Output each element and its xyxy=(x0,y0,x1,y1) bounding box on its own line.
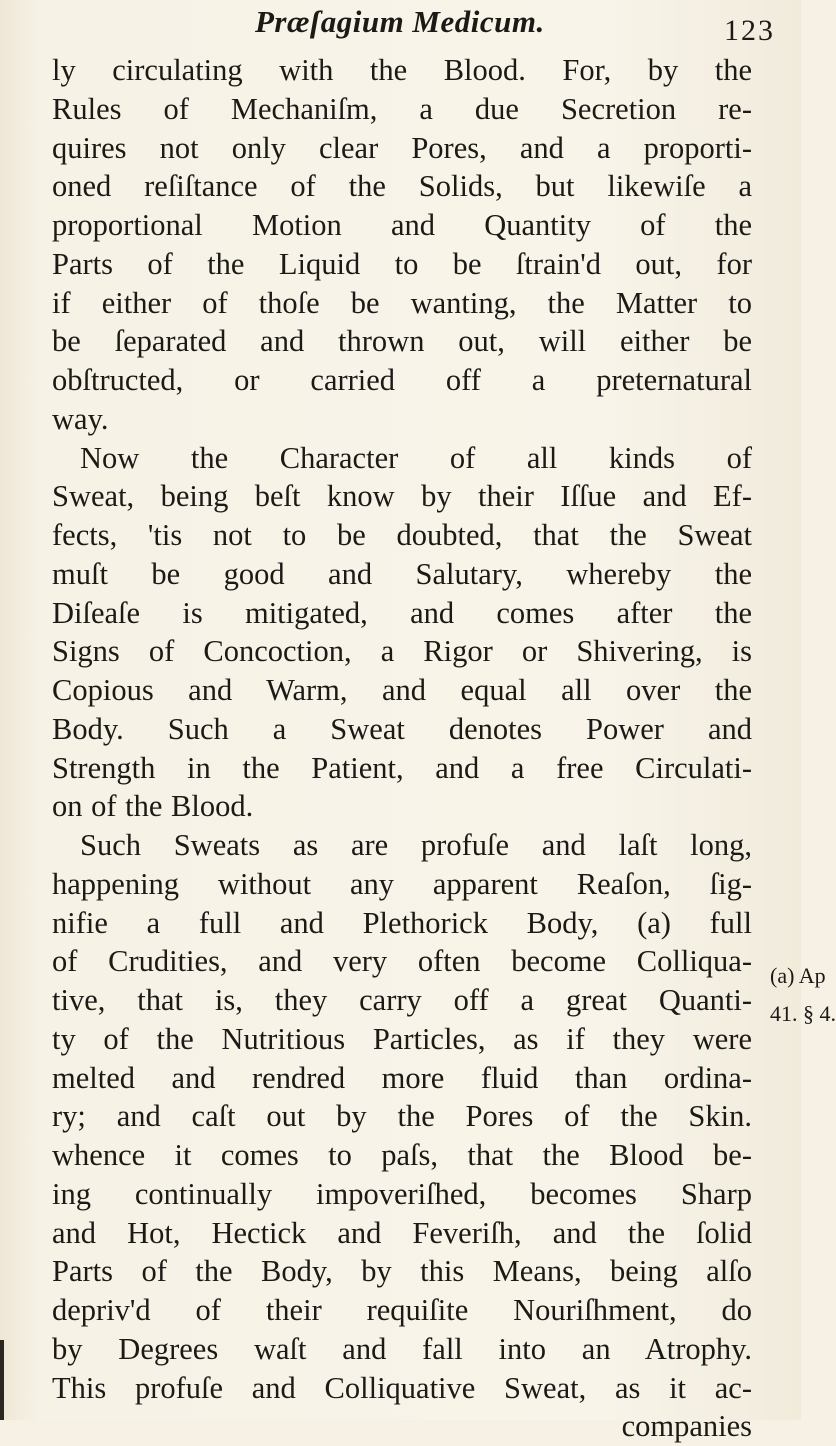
text-line: by Degrees waſt and fall into an Atrophy. xyxy=(52,1331,752,1366)
margin-note-citation: 41. § 4. xyxy=(770,1001,836,1026)
text-line: Body. Such a Sweat denotes Power and xyxy=(52,711,752,746)
text-line: happening without any apparent Reaſon, ſig- xyxy=(52,866,752,901)
text-line: Parts of the Body, by this Means, being alſo xyxy=(52,1254,752,1289)
catchword: companies xyxy=(621,1409,752,1444)
text-line: whence it comes to paſs, that the Blood be- xyxy=(52,1138,752,1172)
text-line: Copious and Warm, and equal all over the xyxy=(52,673,752,707)
text-line: fects, 'tis not to be doubted, that the Sweat xyxy=(52,518,752,552)
text-line: Sweat, being beſt know by their Iſſue and Ef- xyxy=(52,479,752,514)
text-line: ly circulating with the Blood. For, by the xyxy=(52,53,752,87)
text-line: proportional Motion and Quantity of the xyxy=(52,208,752,242)
text-line: on of the Blood. xyxy=(52,789,254,824)
text-line: and Hot, Hectick and Feveriſh, and the ſolid xyxy=(52,1215,752,1250)
text-line: ry; and caſt out by the Pores of the Skin. xyxy=(52,1099,752,1134)
page-number: 123 xyxy=(724,14,775,47)
text-line: Signs of Concoction, a Rigor or Shivering, is xyxy=(52,634,752,669)
text-line: Diſeaſe is mitigated, and comes after the xyxy=(52,595,752,630)
text-line: if either of thoſe be wanting, the Matter to xyxy=(52,285,752,320)
gutter-shadow xyxy=(0,1340,4,1420)
text-line: ty of the Nutritious Particles, as if they were xyxy=(52,1021,752,1056)
text-line: ing continually impoveriſhed, becomes Sharp xyxy=(52,1176,752,1211)
text-line: of Crudities, and very often become Colliqua- xyxy=(52,944,752,979)
text-line: melted and rendred more fluid than ordina- xyxy=(52,1060,752,1095)
text-line: This profuſe and Colliquative Sweat, as it ac- xyxy=(52,1370,752,1405)
running-head xyxy=(0,0,801,50)
margin-note-reference: (a) Ap xyxy=(770,963,826,988)
text-line: way. xyxy=(52,401,109,436)
body-text xyxy=(52,51,752,1446)
text-line: oned reſiſtance of the Solids, but likewiſe a xyxy=(52,169,752,204)
text-line: obſtructed, or carried off a preternatural xyxy=(52,363,752,397)
text-line: Strength in the Patient, and a free Circulati- xyxy=(52,750,752,785)
text-line: Parts of the Liquid to be ſtrain'd out, for xyxy=(52,246,752,281)
text-line: tive, that is, they carry off a great Quanti- xyxy=(52,983,752,1017)
text-line: nifie a full and Plethorick Body, (a) full xyxy=(52,905,752,940)
text-line: Rules of Mechaniſm, a due Secretion re- xyxy=(52,91,752,126)
text-line: quires not only clear Pores, and a proporti- xyxy=(52,130,752,165)
text-line: be ſeparated and thrown out, will either be xyxy=(52,324,752,359)
running-title: Præſagium Medicum. xyxy=(255,4,545,39)
text-line: Now the Character of all kinds of xyxy=(80,440,752,475)
text-line: Such Sweats as are profuſe and laſt long, xyxy=(80,828,752,862)
text-line: muſt be good and Salutary, whereby the xyxy=(52,556,752,591)
text-line: depriv'd of their requiſite Nouriſhment, do xyxy=(52,1293,752,1327)
